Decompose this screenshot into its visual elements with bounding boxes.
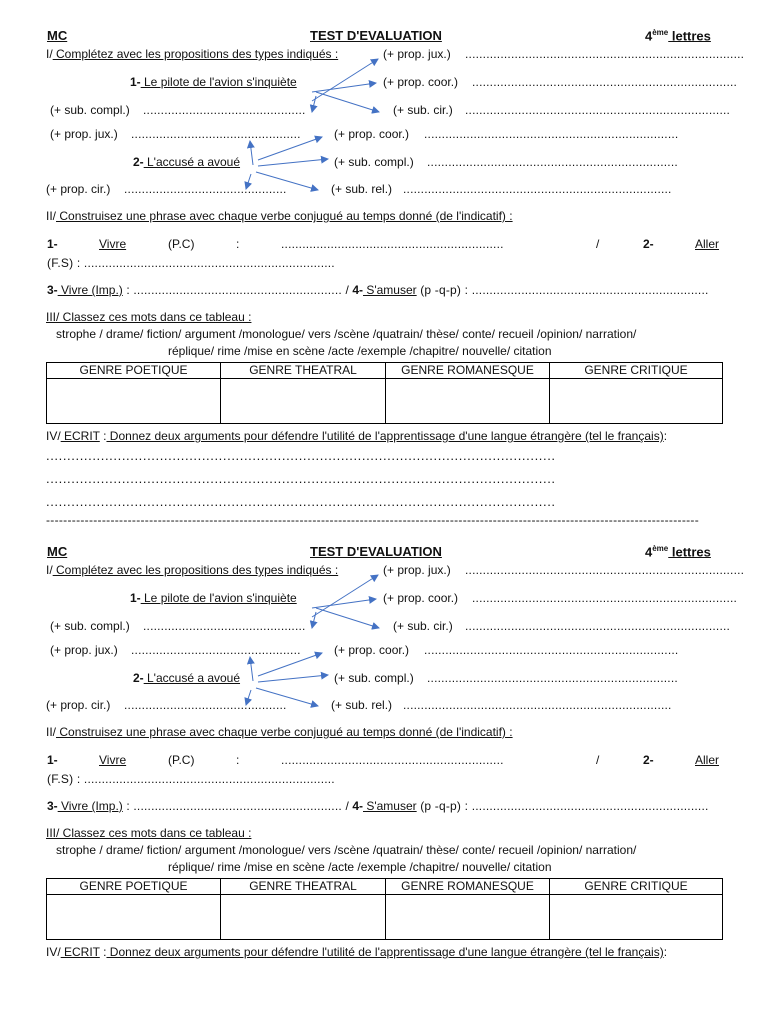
verb-1-number: 1- — [47, 237, 58, 251]
s2-prop-coor-blank: ........................................................................ — [424, 643, 679, 657]
arrow — [312, 59, 378, 101]
header-left: MC — [47, 28, 68, 43]
s2-prop-jux-blank: ................................................ — [131, 127, 301, 141]
s2-prop-coor-label: (+ prop. coor.) — [334, 643, 410, 657]
s2-sub-rel-label: (+ sub. rel.) — [331, 182, 393, 196]
word-list-line-2: réplique/ rime /mise en scène /acte /exemple /chapitre/ nouvelle/ citation — [168, 860, 552, 874]
verb-2-number: 2- — [643, 237, 654, 251]
column-header: GENRE POETIQUE — [47, 363, 221, 379]
table-cell[interactable] — [221, 895, 386, 940]
arrow — [258, 137, 322, 160]
verb-2-number: 2- — [643, 753, 654, 767]
column-header: GENRE THEATRAL — [221, 879, 386, 895]
s2-prop-coor-label: (+ prop. coor.) — [334, 127, 410, 141]
word-list-line-1: strophe / drame/ fiction/ argument /monologue/ vers /scène /quatrain/ thèse/ conte/ recueil /opinion/ narration/ — [56, 327, 637, 341]
verb-2-blank: (F.S) : ....................................................................... — [47, 256, 335, 270]
s1-prop-coor-blank: ........................................................................... — [472, 75, 738, 89]
word-list-line-1: strophe / drame/ fiction/ argument /monologue/ vers /scène /quatrain/ thèse/ conte/ recueil /opinion/ narration/ — [56, 843, 637, 857]
s2-prop-cir-blank: .............................................. — [124, 182, 287, 196]
s1-sub-compl-blank: .............................................. — [143, 619, 306, 633]
header-title: TEST D'EVALUATION — [310, 544, 442, 559]
answer-line: ......................................................................................................................... — [46, 449, 556, 462]
s1-sub-cir-label: (+ sub. cir.) — [393, 103, 453, 117]
column-header: GENRE THEATRAL — [221, 363, 386, 379]
verbs-3-4: 3- Vivre (Imp.) : ........................................................... / 4- S'amuser (p -q-p) : ................................................................... — [47, 799, 709, 813]
s1-sub-cir-label: (+ sub. cir.) — [393, 619, 453, 633]
s2-sub-compl-blank: ....................................................................... — [427, 671, 678, 685]
verb-2: Aller — [695, 753, 720, 767]
arrow — [246, 690, 251, 705]
verbs-3-4: 3- Vivre (Imp.) : ........................................................... / 4- S'amuser (p -q-p) : ................................................................... — [47, 283, 709, 297]
column-header: GENRE CRITIQUE — [550, 363, 723, 379]
verb-1-colon: : — [236, 753, 240, 767]
part4-instruction: IV/ ECRIT : Donnez deux arguments pour défendre l'utilité de l'apprentissage d'une langue étrangère (tel le français): — [46, 945, 668, 959]
arrow — [250, 141, 253, 165]
arrow — [258, 675, 328, 682]
arrow — [250, 657, 253, 681]
s1-prop-coor-label: (+ prop. coor.) — [383, 75, 459, 89]
arrow — [312, 83, 376, 92]
header-title: TEST D'EVALUATION — [310, 28, 442, 43]
table-row — [47, 895, 723, 940]
classification-table — [46, 878, 723, 940]
part1-instruction: I/ Complétez avec les propositions des types indiqués : — [46, 563, 339, 577]
part2-instruction: II/ Construisez une phrase avec chaque verbe conjugué au temps donné (de l'indicatif) : — [46, 209, 513, 223]
s2-prop-cir-label: (+ prop. cir.) — [46, 182, 111, 196]
s2-prop-jux-label: (+ prop. jux.) — [50, 643, 118, 657]
column-header: GENRE ROMANESQUE — [386, 363, 550, 379]
verb-1-number: 1- — [47, 753, 58, 767]
s2-prop-cir-label: (+ prop. cir.) — [46, 698, 111, 712]
answer-line: ......................................................................................................................... — [46, 472, 556, 485]
s1-sub-compl-label: (+ sub. compl.) — [50, 619, 130, 633]
table-row — [47, 379, 723, 424]
arrow — [316, 92, 379, 112]
part1-instruction: I/ Complétez avec les propositions des types indiqués : — [46, 47, 339, 61]
column-header: GENRE CRITIQUE — [550, 879, 723, 895]
part3-instruction: III/ Classez ces mots dans ce tableau : — [46, 826, 252, 840]
arrow — [312, 612, 316, 628]
s1-sub-cir-blank: ........................................................................... — [465, 619, 731, 633]
table-cell[interactable] — [386, 895, 550, 940]
table-cell[interactable] — [47, 379, 221, 424]
part3-instruction: III/ Classez ces mots dans ce tableau : — [46, 310, 252, 324]
s2-prop-coor-blank: ........................................................................ — [424, 127, 679, 141]
arrow — [312, 575, 378, 617]
s2-prop-jux-blank: ................................................ — [131, 643, 301, 657]
arrow — [312, 599, 376, 608]
table-cell[interactable] — [47, 895, 221, 940]
arrow — [256, 688, 318, 706]
sentence-1: 1- Le pilote de l'avion s'inquiète — [130, 75, 297, 89]
table-cell[interactable] — [221, 379, 386, 424]
sentence-2: 2- L'accusé a avoué — [133, 671, 241, 685]
header-level: 4ème lettres — [645, 28, 711, 44]
header-level: 4ème lettres — [645, 544, 711, 560]
verb-separator: / — [596, 237, 600, 251]
sentence-1: 1- Le pilote de l'avion s'inquiète — [130, 591, 297, 605]
verb-1-blank: ............................................................... — [281, 237, 504, 251]
s1-prop-jux-blank: ............................................................................... — [465, 563, 745, 577]
s2-prop-jux-label: (+ prop. jux.) — [50, 127, 118, 141]
verb-1-blank: ............................................................... — [281, 753, 504, 767]
arrow — [258, 653, 322, 676]
sentence-2: 2- L'accusé a avoué — [133, 155, 241, 169]
s1-sub-compl-label: (+ sub. compl.) — [50, 103, 130, 117]
s2-sub-rel-blank: ............................................................................ — [403, 698, 672, 712]
part2-instruction: II/ Construisez une phrase avec chaque verbe conjugué au temps donné (de l'indicatif) : — [46, 725, 513, 739]
table-cell[interactable] — [386, 379, 550, 424]
verb-1: Vivre (P.C) — [99, 753, 195, 767]
table-cell[interactable] — [550, 895, 723, 940]
s1-prop-jux-label: (+ prop. jux.) — [383, 47, 451, 61]
s2-sub-compl-blank: ....................................................................... — [427, 155, 678, 169]
arrow — [258, 159, 328, 166]
s1-prop-coor-blank: ........................................................................... — [472, 591, 738, 605]
arrow — [246, 174, 251, 189]
header-left: MC — [47, 544, 68, 559]
part4-instruction: IV/ ECRIT : Donnez deux arguments pour défendre l'utilité de l'apprentissage d'une langue étrangère (tel le français): — [46, 429, 668, 443]
classification-table — [46, 362, 723, 424]
s1-prop-jux-blank: ............................................................................... — [465, 47, 745, 61]
answer-line: ......................................................................................................................... — [46, 495, 556, 508]
s1-sub-compl-blank: .............................................. — [143, 103, 306, 117]
verb-1: Vivre (P.C) — [99, 237, 195, 251]
s2-sub-rel-blank: ............................................................................ — [403, 182, 672, 196]
arrow — [256, 172, 318, 190]
cut-line: -------------------------------------------------------------------------------------------------------------------------------------------------------- — [46, 514, 700, 526]
table-header-row — [47, 363, 723, 379]
s2-sub-compl-label: (+ sub. compl.) — [334, 155, 414, 169]
verb-separator: / — [596, 753, 600, 767]
column-header: GENRE ROMANESQUE — [386, 879, 550, 895]
s2-sub-rel-label: (+ sub. rel.) — [331, 698, 393, 712]
verb-2: Aller — [695, 237, 720, 251]
arrow — [312, 96, 316, 112]
word-list-line-2: réplique/ rime /mise en scène /acte /exemple /chapitre/ nouvelle/ citation — [168, 344, 552, 358]
verb-2-blank: (F.S) : ....................................................................... — [47, 772, 335, 786]
column-header: GENRE POETIQUE — [47, 879, 221, 895]
table-header-row — [47, 879, 723, 895]
s2-prop-cir-blank: .............................................. — [124, 698, 287, 712]
table-cell[interactable] — [550, 379, 723, 424]
test-sheet — [0, 516, 768, 1032]
s1-prop-coor-label: (+ prop. coor.) — [383, 591, 459, 605]
s2-sub-compl-label: (+ sub. compl.) — [334, 671, 414, 685]
arrow — [316, 608, 379, 628]
s1-sub-cir-blank: ........................................................................... — [465, 103, 731, 117]
s1-prop-jux-label: (+ prop. jux.) — [383, 563, 451, 577]
verb-1-colon: : — [236, 237, 240, 251]
